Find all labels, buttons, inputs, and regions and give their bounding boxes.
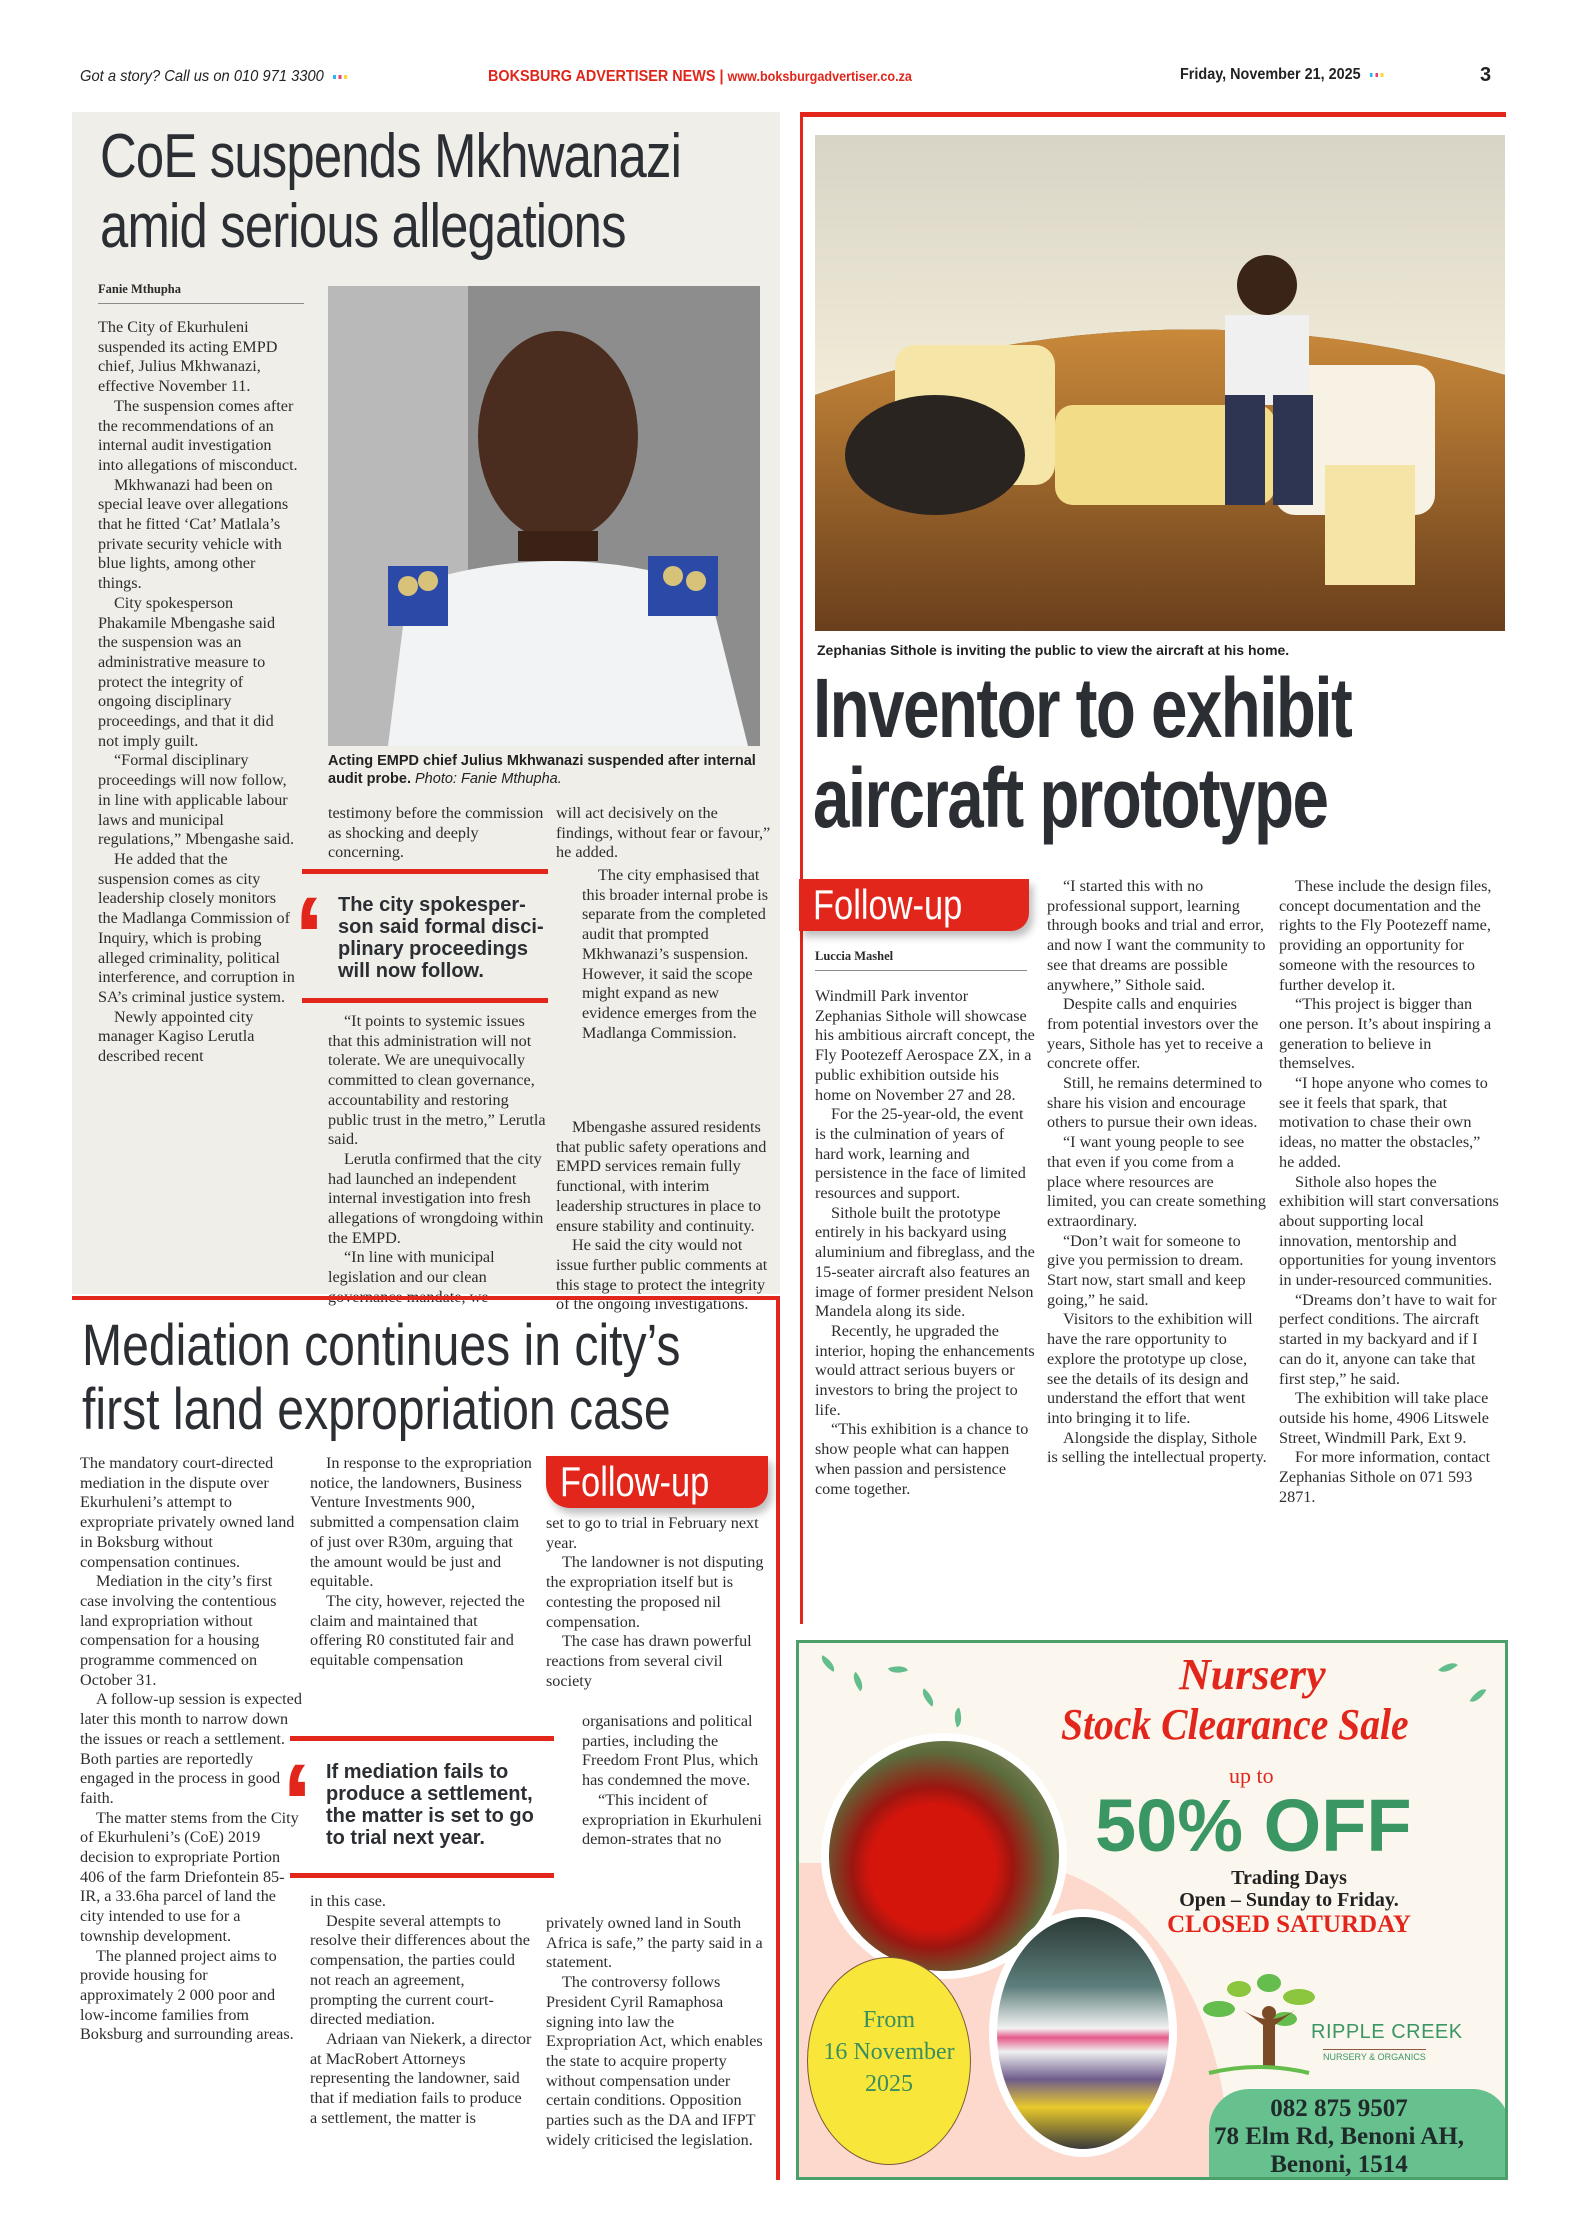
address-line-2: Benoni, 1514 (1270, 2151, 1408, 2178)
advert-title-sale: Stock Clearance Sale (1061, 1700, 1409, 1749)
headline: CoE suspends Mkhwanazi amid serious allegations (100, 122, 682, 261)
follow-up-tag: Follow-up (546, 1456, 768, 1508)
column-2: “I started this with no professional support, learning through books and trial and error, and now I want the community to see that dreams are possible anywhere,” Sithole said. Despite calls and enquiries from potential investors over the years, Sithole has yet to receive a concrete offer. Still, he remains determined to share his vision and encourage others to pursue their own ideas. “I want young people to see that even if you come from a place where resources are limited, you can create something extraordinary. “Don’t wait for someone to give you permission to dream. Start now, start small and keep going,” he said. Visitors to the exhibition will have the rare opportunity to explore the prototype up close, see the details of its design and understand the effort that went into bringing it to life. Alongside the display, Sithole is selling the intellectual property. (1047, 877, 1267, 1467)
column-3-bottom: Mbengashe assured residents that public safety operations and EMPD services remain fully functional, with interim leadership structures in place to ensure stability and continuity. He said the city would not issue further public comments at this stage to protect the integrity of the ongoing investigations. (556, 1118, 768, 1314)
pull-quote: ‘ If mediation fails to produce a settlement, the matter is set to go to trial next year. (290, 1736, 554, 1878)
photo-aircraft-interior (815, 135, 1505, 631)
phone-number[interactable]: 082 875 9507 (1270, 2095, 1408, 2122)
byline: Fanie Mthupha (98, 282, 304, 304)
headline: Inventor to exhibit aircraft prototype (813, 661, 1352, 845)
brand-subtitle: NURSERY & ORGANICS (1323, 2049, 1426, 2062)
column-2: “It points to systemic issues that this administration will not tolerate. We are unequivocally committed to clean governance, accountability and restoring public trust in the metro,” Lerutla said. Lerutla confirmed that the city had launched an independent internal investigation into fresh allegations of wrongdoing within the EMPD. “In line with municipal legislation and our clean governance mandate, we (328, 1012, 546, 1306)
leaf-icon (951, 1708, 966, 1728)
masthead (0, 62, 1572, 92)
aircraft-cabin-illustration (815, 135, 1505, 631)
column-1: The City of Ekurhuleni suspended its acting EMPD chief, Julius Mkhwanazi, effective November 11. The suspension comes after the recommendations of an internal audit investigation into allegations of misconduct. Mkhwanazi had been on special leave over allegations that he fitted ‘Cat’ Matlala’s private security vehicle with blue lights, among other things. City spokesperson Phakamile Mbengashe said the suspension was an administrative measure to protect the integrity of ongoing disciplinary proceedings, and that it did not imply guilt. “Formal disciplinary proceedings will now follow, in line with applicable labour laws and municipal regulations,” Mbengashe said. He added that the suspension comes as city leadership closely monitors the Madlanga Commission of Inquiry, which is probing alleged criminality, political interference, and corruption in SA’s criminal justice system. Newly appointed city manager Kagiso Lerutla described recent (98, 318, 298, 1066)
publication-banner: BOKSBURG ADVERTISER NEWS | www.boksburgadvertiser.co.za (488, 68, 912, 85)
color-dots-icon (1370, 73, 1386, 77)
quote-mark-icon: ‘ (282, 1742, 313, 1865)
column-3: set to go to trial in February next year. The landowner is not disputing the expropriation itself but is contesting the proposed nil compensation. The case has drawn powerful reactions from several civil society (546, 1514, 764, 1690)
tip-line: Got a story? Call us on 010 971 3300 (80, 68, 350, 86)
column-3-indented: organisations and political parties, including the Freedom Front Plus, which has condemned the move. “This incident of expropriation in Ekurhuleni demon-strates that no (582, 1712, 762, 1849)
portrait-illustration (328, 286, 760, 746)
article-suspension (72, 112, 780, 1314)
red-frame-edge (776, 1296, 780, 2180)
column-1: The mandatory court-directed mediation in the dispute over Ekurhuleni’s attempt to expropriate privately owned land in Boksburg without compensation continues. Mediation in the city’s first case involving the contentious land expropriation without compensation for a housing programme commenced on October 31. A follow-up session is expected later this month to narrow down the issues or reach a settlement. Both parties are reportedly engaged in the process in good faith. The matter stems from the City of Ekurhuleni’s (CoE) 2019 decision to expropriate Portion 406 of the farm Driefontein 85-IR, a 33.6ha parcel of land the city intended to use for a township development. The planned project aims to provide housing for approximately 2 000 poor and low-income families from Boksburg and surrounding areas. (80, 1454, 302, 2044)
contact-details (1179, 2095, 1499, 2179)
publication-name: BOKSBURG ADVERTISER NEWS (488, 68, 716, 85)
leaf-icon (888, 1662, 908, 1677)
trading-days: Trading Days Open – Sunday to Friday. (1179, 1867, 1399, 1911)
photo-mkhwanazi (328, 286, 760, 746)
leaf-icon (849, 1672, 867, 1692)
date-badge: From 16 November 2025 (807, 1957, 971, 2165)
issue-date: Friday, November 21, 2025 (1180, 66, 1386, 84)
headline: Mediation continues in city’s first land expropriation case (82, 1313, 681, 1442)
column-2-bottom: in this case. Despite several attempts to resolve their differences about the compensation, the parties could not reach an agreement, prompting the current court-directed mediation. Adriaan van Niekerk, a director at MacRobert Attorneys representing the landowner, said that if mediation fails to produce a settlement, the matter is (310, 1892, 532, 2127)
page-number: 3 (1480, 64, 1492, 86)
column-3: The city emphasised that this broader internal probe is separate from the completed audit that prompted Mkhwanazi’s suspension. However, it said the scope might expand as new evidence emerges from the Madlanga Commission. (582, 866, 769, 1042)
column-2-top: testimony before the commission as shocking and deeply concerning. (328, 804, 544, 862)
photo-caption: Acting EMPD chief Julius Mkhwanazi suspended after internal audit probe. Photo: Fanie Mthupha. (328, 753, 756, 787)
hanging-baskets-photo (989, 1909, 1177, 2157)
color-dots-icon (333, 75, 350, 79)
column-2: In response to the expropriation notice, the landowners, Business Venture Investments 900, submitted a compensation claim of just over R30m, arguing that the amount would be just and equitable. The city, however, rejected the claim and maintained that offering R0 constituted fair and equitable compensation (310, 1454, 532, 1670)
column-3-top: will act decisively on the findings, without fear or favour,” he added. (556, 804, 771, 862)
address-line-1: 78 Elm Rd, Benoni AH, (1213, 2123, 1465, 2150)
photo-caption: Zephanias Sithole is inviting the public to view the aircraft at his home. (817, 642, 1290, 658)
column-3-bottom: privately owned land in South Africa is safe,” the party said in a statement. The controversy follows President Cyril Ramaphosa signing into law the Expropriation Act, which enables the state to acquire property without compensation under certain conditions. Opposition parties such as the DA and IFPT widely criticised the legislation. (546, 1914, 763, 2149)
website-link[interactable]: www.boksburgadvertiser.co.za (727, 68, 912, 84)
byline: Luccia Mashel (815, 949, 1027, 971)
ripple-creek-logo (1199, 1969, 1489, 2079)
up-to-label: up to (1229, 1763, 1274, 1788)
article-mediation (72, 1296, 780, 2176)
quote-mark-icon: ‘ (294, 875, 325, 998)
column-1: Windmill Park inventor Zephanias Sithole will showcase his ambitious aircraft concept, the Fly Pootezeff Aerospace ZX, in a public exhibition outside his home on November 27 and 28. For the 25-year-old, the event is the culmination of years of hard work, learning and persistence in the face of limited resources and support. Sithole built the prototype entirely in his backyard using aluminium and fibreglass, and the 15-seater aircraft also features an image of former president Nelson Mandela along its side. Recently, he upgraded the interior, hoping the enhancements would attract serious buyers or investors to bring the project to life. “This exhibition is a chance to show people what can happen when passion and persistence come together. (815, 987, 1035, 1498)
tree-person-icon (1199, 1969, 1319, 2079)
column-3: These include the design files, concept documentation and the rights to the Fly Pootezeff name, providing an opportunity for someone with the resources to further develop it. “This project is bigger than one person. It’s about inspiring a generation to believe in themselves. “I hope anyone who comes to see it feels that spark, that motivation to chase their own ideas, no matter the obstacles,” he added. Sithole also hopes the exhibition will start conversations about supporting local innovation, mentorship and opportunities for young inventors in under-resourced communities. “Dreams don’t have to wait for perfect conditions. The aircraft started in my backyard and if I can do it, anyone can take that first step,” he said. The exhibition will take place outside his home, 4906 Litswele Street, Windmill Park, Ext 9. For more information, contact Zephanias Sithole on 071 593 2871. (1279, 877, 1499, 1506)
leaf-icon (918, 1688, 938, 1706)
article-inventor (800, 112, 1506, 1624)
leaf-icon (1470, 1685, 1487, 1705)
closed-notice: CLOSED SATURDAY (1167, 1911, 1411, 1938)
follow-up-tag: Follow-up (799, 879, 1029, 931)
advert-title-nursery: Nursery (1179, 1650, 1326, 1699)
discount-label: 50% OFF (1095, 1784, 1412, 1867)
pull-quote: ‘ The city spokesper-son said formal disci-plinary proceedings will now follow. (302, 869, 548, 1003)
leaf-icon (818, 1655, 838, 1672)
brand-name: RIPPLE CREEK (1311, 2021, 1463, 2043)
leaf-icon (1438, 1658, 1458, 1676)
nursery-advert[interactable] (796, 1640, 1508, 2180)
